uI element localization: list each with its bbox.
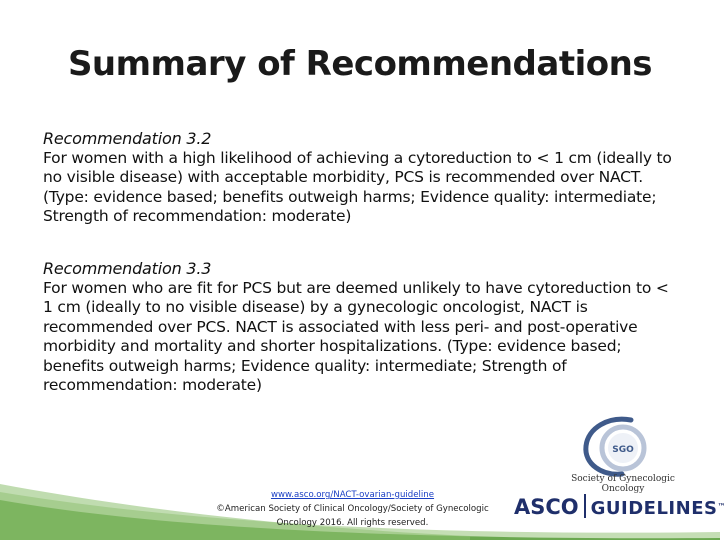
sgo-mark-text: SGO (612, 445, 634, 455)
recommendation-body: For women who are fit for PCS but are deemed unlikely to have cytoreduction to < 1 cm (ideally to no visible disease) by a gynecologic oncologist, NACT is recommended over PCS. NACT is associated with less peri- and post-operative morbidity and mortality and shorter hospitalizations. (Type: evidence based; benefits outweigh harms; Evidence quality: intermediate; Strength of recommendation: moderate) (43, 278, 669, 394)
recommendation-block (43, 259, 683, 396)
slide-title: Summary of Recommendations (67, 44, 653, 84)
footer-citation (205, 488, 500, 531)
asco-guidelines-logo (514, 492, 725, 522)
guidelines-logo-text: GUIDELINES (590, 498, 718, 519)
recommendation-block (43, 129, 683, 227)
asco-logo-text: ASCO (514, 495, 579, 519)
recommendation-body: For women with a high likelihood of achieving a cytoreduction to < 1 cm (ideally to no visible disease) with acceptable morbidity, PCS is recommended over NACT. (Type: evidence based; benefits outweigh harms; Evidence quality: intermediate; Strength of recommendation: moderate) (43, 148, 672, 225)
trademark-mark: ™ (717, 502, 725, 511)
recommendation-heading: Recommendation 3.3 (43, 259, 212, 278)
guideline-link[interactable]: www.asco.org/NACT-ovarian-guideline (270, 490, 435, 500)
recommendation-heading: Recommendation 3.2 (43, 129, 212, 148)
copyright-text: ©American Society of Clinical Oncology/Society of Gynecologic Oncology 2016. All rights reserved. (216, 504, 489, 529)
sgo-caption: Society of Gynecologic Oncology (571, 474, 675, 494)
